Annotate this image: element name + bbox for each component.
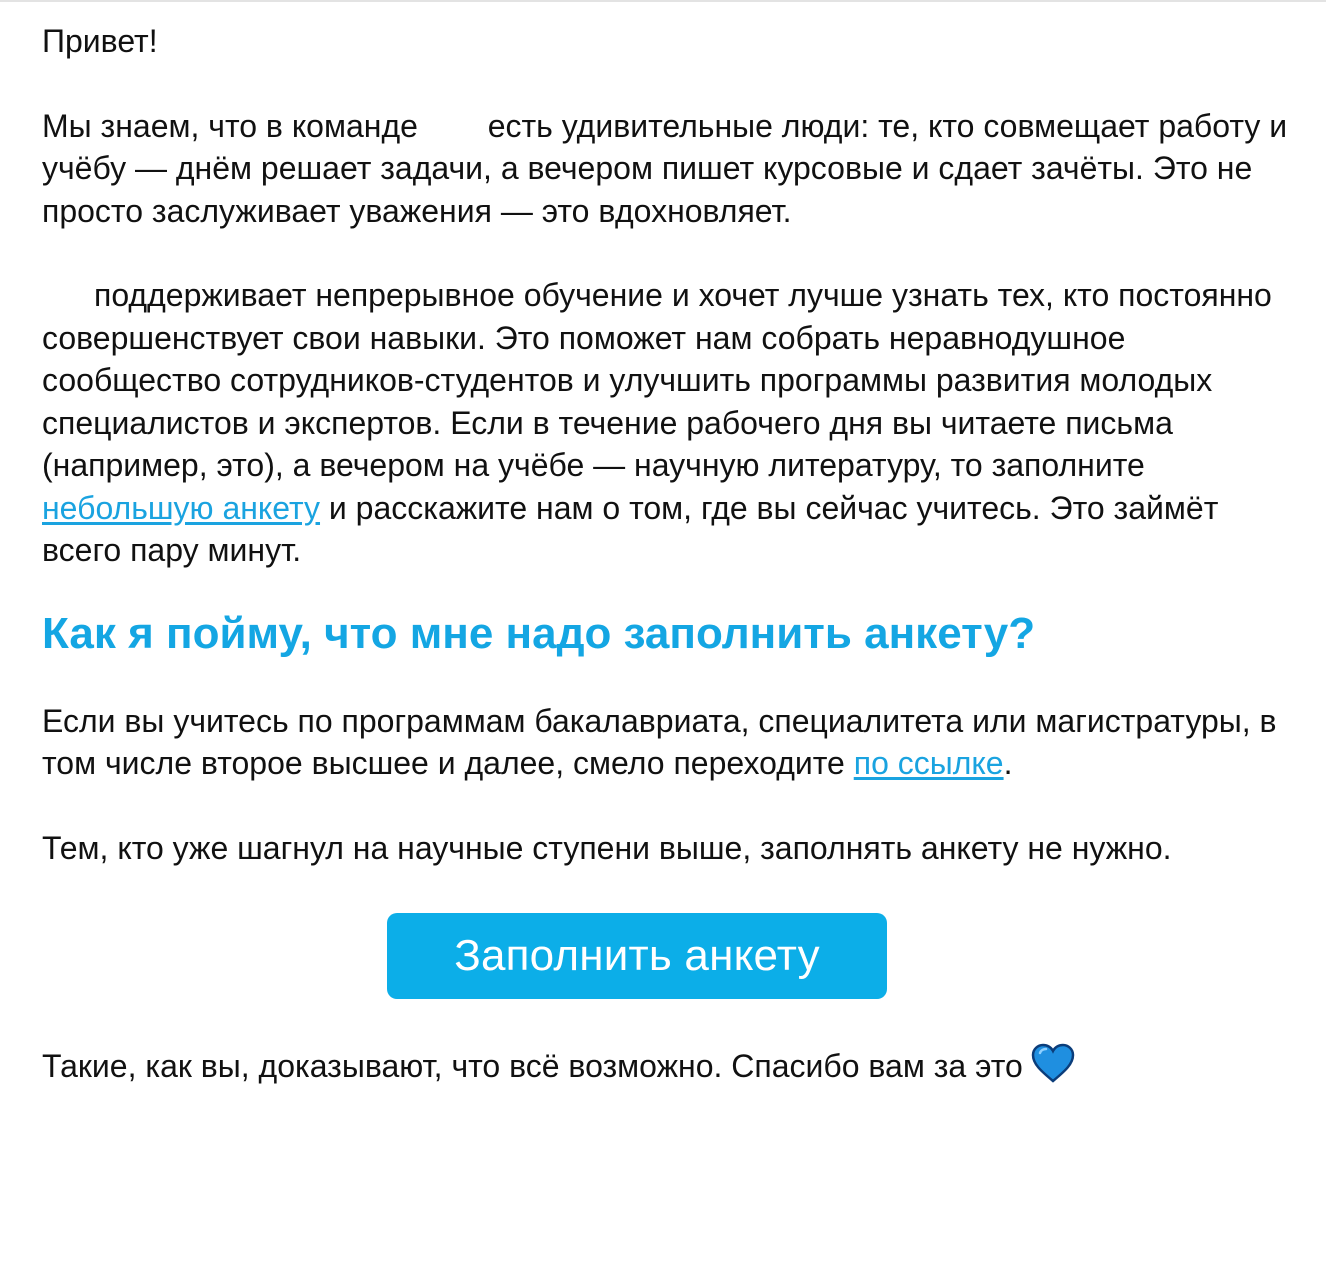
closing-paragraph bbox=[42, 1043, 1292, 1094]
spacer bbox=[42, 63, 1292, 105]
support-text-start: поддерживает непрерывное обучение и хочет лучше узнать тех, кто постоянно совершенствует свои навыки. Это поможет нам собрать неравнодушное сообщество сотрудников-студентов и улучшить программы развития молодых специалистов и экспертов. Если в течение рабочего дня вы читаете письма (например, это), а вечером на учёбе — научную литературу, то заполните bbox=[42, 277, 1272, 483]
support-paragraph bbox=[42, 274, 1292, 572]
spacer bbox=[42, 232, 1292, 274]
spacer bbox=[42, 869, 1292, 913]
spacer bbox=[42, 999, 1292, 1043]
top-divider bbox=[0, 0, 1326, 2]
spacer bbox=[42, 785, 1292, 827]
not-needed-paragraph: Тем, кто уже шагнул на научные ступени выше, заполнять анкету не нужно. bbox=[42, 829, 1172, 866]
follow-link[interactable]: по ссылке bbox=[853, 745, 1004, 781]
email-body bbox=[42, 20, 1292, 1094]
cta-container bbox=[42, 913, 1232, 999]
fill-survey-button[interactable]: Заполнить анкету bbox=[387, 913, 887, 999]
intro-text-start: Мы знаем, что в команде bbox=[42, 107, 427, 144]
blue-heart-icon bbox=[1031, 1043, 1075, 1094]
support-text-end: и расскажите нам о том, где вы сейчас учитесь. Это займёт всего пару минут. bbox=[42, 489, 1219, 568]
eligibility-text-end: . bbox=[1003, 745, 1013, 781]
greeting: Привет! bbox=[42, 23, 158, 59]
closing-text: Такие, как вы, доказывают, что всё возможно. Спасибо вам за это bbox=[42, 1048, 1023, 1084]
intro-text-rest: есть удивительные люди: те, кто совмещает работу и учёбу — днём решает задачи, а вечером пишет курсовые и сдает зачёты. Это не просто заслуживает уважения — это вдохновляет. bbox=[42, 107, 1288, 229]
eligibility-paragraph bbox=[42, 700, 1292, 785]
spacer bbox=[42, 572, 1292, 606]
section-heading: Как я пойму, что мне надо заполнить анкету? bbox=[42, 608, 1036, 658]
survey-link-inline[interactable]: небольшую анкету bbox=[42, 489, 321, 526]
intro-paragraph bbox=[42, 105, 1292, 233]
spacer bbox=[42, 662, 1292, 700]
eligibility-text-start: Если вы учитесь по программам бакалавриата, специалитета или магистратуры, в том числе второе высшее и далее, смело переходите bbox=[42, 702, 1277, 781]
